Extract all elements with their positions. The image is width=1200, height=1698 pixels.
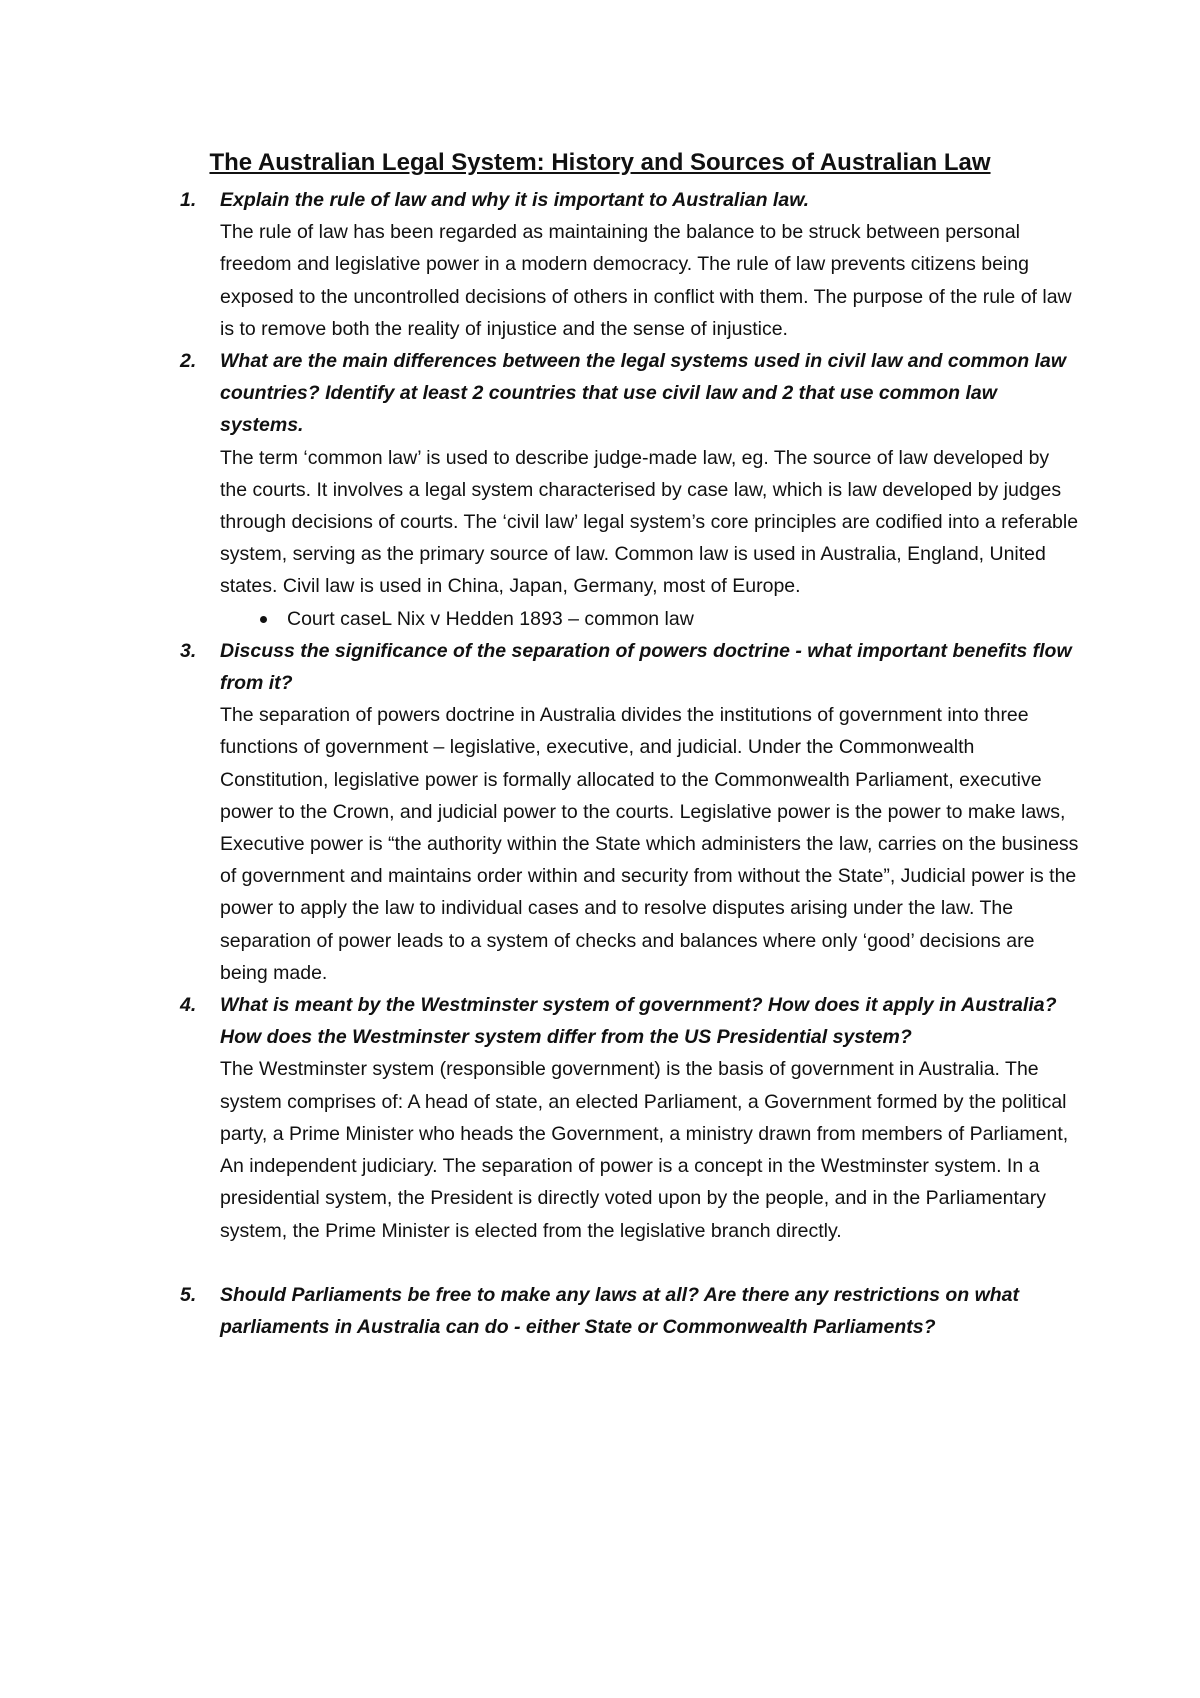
question-item-2 — [180, 345, 1080, 635]
question-list — [180, 184, 1080, 1343]
answer-text: The Westminster system (responsible government) is the basis of government in Australia. The system comprises of: A head of state, an elected Parliament, a Government formed by the political party, a Prime Minister who heads the Government, a ministry drawn from members of Parliament, An independent judiciary. The separation of power is a concept in the Westminster system. In a presidential system, the President is directly voted upon by the people, and in the Parliamentary system, the Prime Minister is elected from the legislative branch directly. — [220, 1058, 1069, 1242]
question-number: 4. — [180, 994, 197, 1017]
question-text: What is meant by the Westminster system of government? How does it apply in Australia? How does the Westminster system differ from the US Presidential system? — [220, 994, 1057, 1049]
bullet-icon — [260, 616, 267, 623]
bullet-item — [260, 603, 1080, 635]
bullet-text: Court caseL Nix v Hedden 1893 – common law — [287, 607, 694, 630]
question-item-5 — [180, 1279, 1080, 1343]
bullet-list — [220, 603, 1080, 635]
question-number: 3. — [180, 639, 197, 662]
answer-text: The rule of law has been regarded as maintaining the balance to be struck between personal freedom and legislative power in a modern democracy. The rule of law prevents citizens being exposed to the uncontrolled decisions of others in conflict with them. The purpose of the rule of law is to remove both the reality of injustice and the sense of injustice. — [220, 221, 1072, 340]
document-title: The Australian Legal System: History and Sources of Australian Law — [209, 149, 991, 176]
question-text: Discuss the significance of the separation of powers doctrine - what important benefits flow from it? — [220, 639, 1072, 695]
question-item-1 — [180, 184, 1080, 345]
answer-text: The separation of powers doctrine in Australia divides the institutions of government into three functions of government – legislative, executive, and judicial. Under the Commonwealth Constitution, legislative power is formally allocated to the Commonwealth Parliament, executive power to the Crown, and judicial power to the courts. Legislative power is the power to make laws, Executive power is “the authority within the State which administers the law, carries on the business of government and maintains order within and security from without the State”, Judicial power is the power to apply the law to individual cases and to resolve disputes arising under the law. The separation of power leads to a system of checks and balances where only ‘good’ decisions are being made. — [220, 704, 1079, 984]
question-text: Explain the rule of law and why it is important to Australian law. — [220, 189, 810, 211]
question-item-4 — [180, 989, 1080, 1247]
question-number: 5. — [180, 1283, 197, 1306]
question-item-3 — [180, 635, 1080, 989]
answer-text: The term ‘common law’ is used to describe judge-made law, eg. The source of law developed by the courts. It involves a legal system characterised by case law, which is law developed by judges through decisions of courts. The ‘civil law’ legal system’s core principles are codified into a referable system, serving as the primary source of law. Common law is used in Australia, England, United states. Civil law is used in China, Japan, Germany, most of Europe. — [220, 446, 1079, 598]
question-text: What are the main differences between the legal systems used in civil law and common law countries? Identify at least 2 countries that use civil law and 2 that use common law systems. — [220, 350, 1066, 437]
question-number: 1. — [180, 189, 197, 211]
question-text: Should Parliaments be free to make any laws at all? Are there any restrictions on what parliaments in Australia can do - either State or Commonwealth Parliaments? — [220, 1283, 1020, 1338]
question-number: 2. — [180, 350, 197, 373]
